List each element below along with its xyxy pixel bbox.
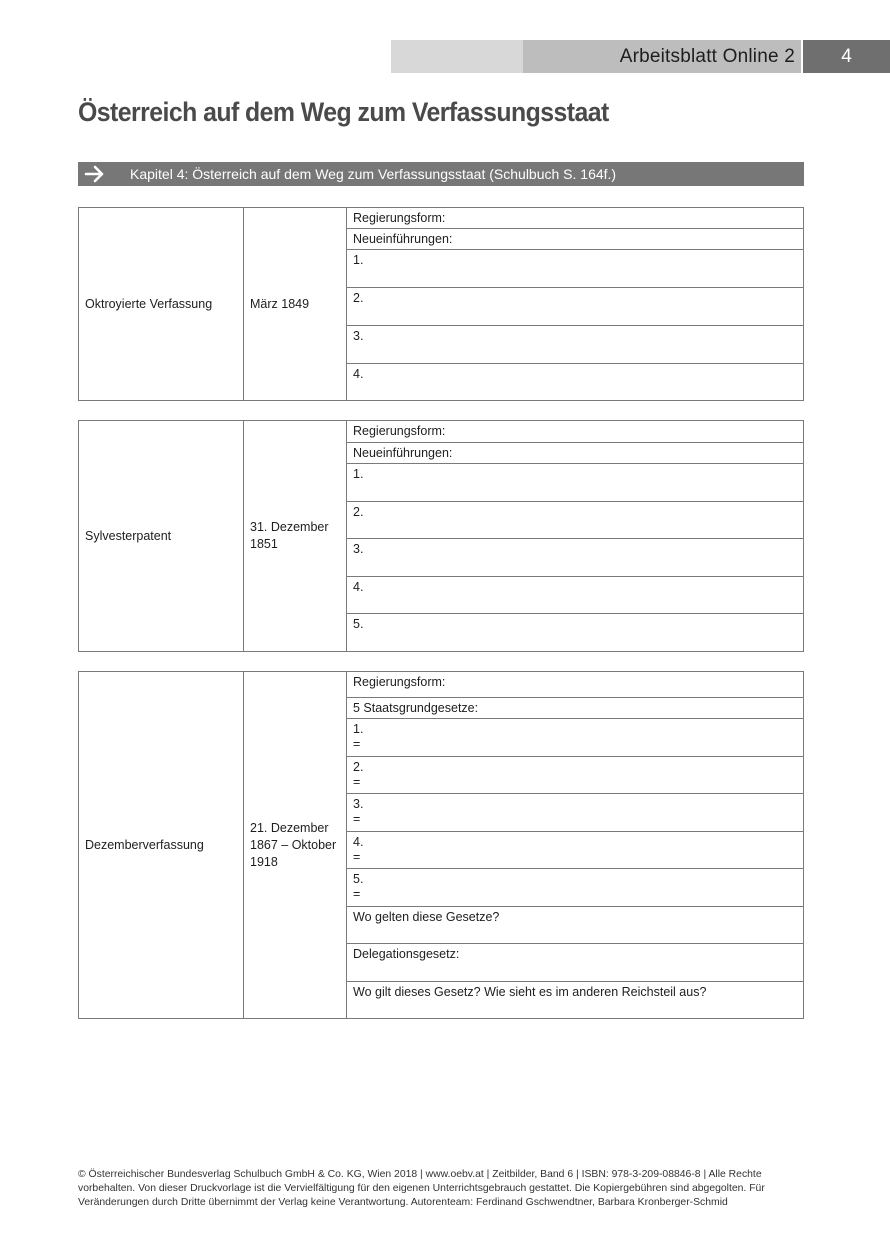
equals-sign: = xyxy=(353,737,361,751)
copyright-footer: © Österreichischer Bundesverlag Schulbuch GmbH & Co. KG, Wien 2018 | www.oebv.at | Zeitbilder, Band 6 | ISBN: 978-3-209-08846-8 | Alle Rechte vorbehalten. Von dieser Druckvorlage ist die Vervielfältigung für den eigenen Unterrichtsgebrauch gestattet. Die Kopiergebühren sind abgegolten. Für Veränderungen durch Dritte übernimmt der Verlag keine Verantwortung. Autorenteam: Ferdinand Gschwendtner, Barbara Kronberger-Schmid xyxy=(78,1169,765,1208)
law-number: 1. xyxy=(353,722,364,736)
answer-field-4: 4. xyxy=(347,577,804,614)
section-name: Dezemberverfassung xyxy=(79,672,244,1019)
law-field-2 xyxy=(347,757,804,794)
law-field-5 xyxy=(347,869,804,907)
section-date: 31. Dezember 1851 xyxy=(244,421,347,652)
field-staatsgrundgesetze: 5 Staatsgrundgesetze: xyxy=(347,698,804,719)
equals-sign: = xyxy=(353,812,361,826)
field-regierungsform: Regierungsform: xyxy=(347,672,804,698)
answer-field-5: 5. xyxy=(347,614,804,652)
chapter-banner xyxy=(78,162,804,186)
law-field-1 xyxy=(347,719,804,757)
section-name: Sylvesterpatent xyxy=(79,421,244,652)
field-neueinfuehrungen: Neueinführungen: xyxy=(347,229,804,250)
section-table-oktroyierte-verfassung xyxy=(78,207,804,401)
answer-field-1: 1. xyxy=(347,250,804,288)
section-date: 21. Dezember 1867 – Oktober 1918 xyxy=(244,672,347,1019)
equals-sign: = xyxy=(353,850,361,864)
page-title: Österreich auf dem Weg zum Verfassungsstaat xyxy=(78,97,609,127)
section-table-sylvesterpatent xyxy=(78,420,804,652)
answer-field-1: 1. xyxy=(347,464,804,502)
law-number: 2. xyxy=(353,760,364,774)
question-field-validity: Wo gelten diese Gesetze? xyxy=(347,907,804,944)
right-arrow-icon xyxy=(84,164,106,184)
chapter-label: Kapitel 4: Österreich auf dem Weg zum Verfassungsstaat (Schulbuch S. 164f.) xyxy=(130,166,617,182)
worksheet-label: Arbeitsblatt Online 2 xyxy=(619,46,795,67)
answer-field-2: 2. xyxy=(347,288,804,326)
section-date: März 1849 xyxy=(244,208,347,401)
question-field-other-reichsteil: Wo gilt dieses Gesetz? Wie sieht es im anderen Reichsteil aus? xyxy=(347,982,804,1019)
answer-field-4: 4. xyxy=(347,364,804,401)
answer-field-3: 3. xyxy=(347,326,804,364)
law-field-3 xyxy=(347,794,804,832)
field-regierungsform: Regierungsform: xyxy=(347,208,804,229)
law-field-4 xyxy=(347,832,804,869)
answer-field-2: 2. xyxy=(347,502,804,539)
section-name: Oktroyierte Verfassung xyxy=(79,208,244,401)
page-number: 4 xyxy=(803,40,890,73)
law-number: 4. xyxy=(353,835,364,849)
equals-sign: = xyxy=(353,775,361,789)
header-bar-light-segment xyxy=(391,40,523,73)
header-bar xyxy=(391,40,890,73)
law-number: 3. xyxy=(353,797,364,811)
equals-sign: = xyxy=(353,887,361,901)
field-regierungsform: Regierungsform: xyxy=(347,421,804,443)
section-table-dezemberverfassung xyxy=(78,671,804,1019)
law-number: 5. xyxy=(353,872,364,886)
answer-field-3: 3. xyxy=(347,539,804,577)
field-neueinfuehrungen: Neueinführungen: xyxy=(347,443,804,464)
field-delegationsgesetz: Delegationsgesetz: xyxy=(347,944,804,982)
